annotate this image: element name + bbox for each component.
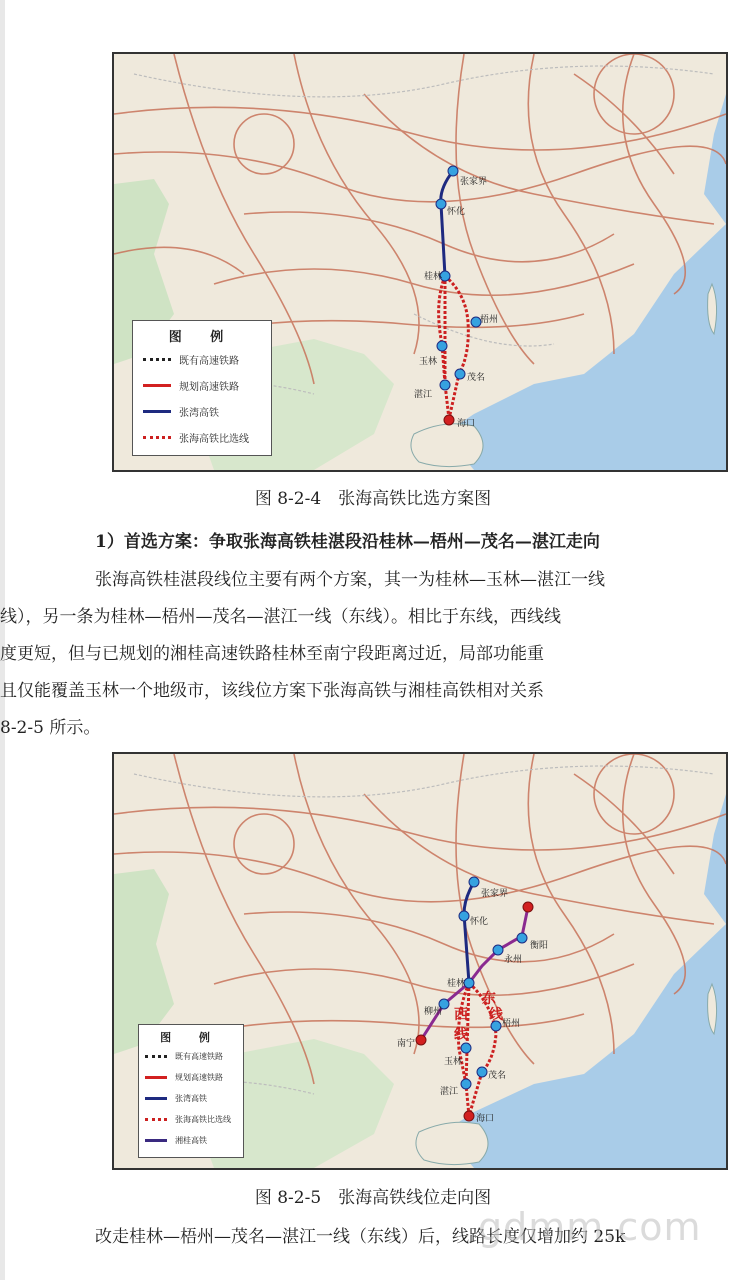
map-figure-2 bbox=[112, 752, 728, 1170]
map-figure-1 bbox=[112, 52, 728, 472]
map2-city-guilin: 桂林 bbox=[447, 979, 466, 989]
map2-legend-title: 图 例 bbox=[160, 1031, 222, 1044]
map2-legend-item-alternative bbox=[145, 1114, 243, 1125]
figure-2-caption: 图 8-2-5 张海高铁线位走向图 bbox=[254, 1188, 492, 1208]
legend-swatch-xianggui bbox=[145, 1139, 167, 1142]
paragraph-line: 张海高铁桂湛段线位主要有两个方案，其一为桂林—玉林—湛江一线 bbox=[95, 570, 605, 590]
section-heading: 1）首选方案：争取张海高铁桂湛段沿桂林—梧州—茂名—湛江走向 bbox=[95, 532, 600, 552]
legend-label: 张海高铁比选线 bbox=[179, 434, 249, 445]
map1-city-yulin: 玉林 bbox=[419, 357, 438, 367]
map2-city-haikou: 海口 bbox=[476, 1114, 495, 1124]
map1-city-wuzhou: 梧州 bbox=[480, 315, 499, 325]
legend-swatch-zhanghai bbox=[145, 1097, 167, 1100]
legend-swatch-alternative bbox=[145, 1118, 167, 1121]
map2-city-huaihua: 怀化 bbox=[470, 917, 489, 927]
map1-city-guilin: 桂林 bbox=[424, 272, 443, 282]
legend-label: 规划高速铁路 bbox=[179, 382, 239, 393]
body-paragraph bbox=[0, 562, 746, 747]
legend-swatch-alternative bbox=[143, 436, 171, 439]
map2-city-liuzhou: 柳州 bbox=[424, 1007, 443, 1017]
paragraph-line: 8-2-5 所示。 bbox=[0, 718, 101, 738]
map2-route-label-west-1: 西 bbox=[454, 1007, 468, 1023]
legend-label: 既有高速铁路 bbox=[179, 356, 239, 367]
map1-legend-item-alternative bbox=[143, 430, 271, 445]
legend-swatch-zhanghai bbox=[143, 410, 171, 413]
map1-legend-title: 图 例 bbox=[168, 330, 236, 345]
map2-legend-item-zhanghai bbox=[145, 1093, 243, 1104]
map2-city-yongzhou: 永州 bbox=[504, 955, 523, 965]
map1-city-haikou: 海口 bbox=[457, 419, 476, 429]
map1-city-zhangjiajie: 张家界 bbox=[460, 177, 488, 187]
map2-city-zhanjiang: 湛江 bbox=[440, 1087, 459, 1097]
map2-legend-item-existing bbox=[145, 1051, 243, 1062]
legend-label: 张湾高铁 bbox=[175, 1094, 207, 1103]
legend-swatch-existing bbox=[143, 358, 171, 361]
map2-route-label-east-2: 线 bbox=[489, 1007, 503, 1023]
legend-swatch-planned bbox=[143, 384, 171, 387]
map1-city-huaihua: 怀化 bbox=[447, 207, 466, 217]
paragraph-line: 度更短，但与已规划的湘桂高速铁路桂林至南宁段距离过近，局部功能重 bbox=[0, 644, 544, 664]
map1-city-maoming: 茂名 bbox=[467, 373, 486, 383]
map2-legend-item-planned bbox=[145, 1072, 243, 1083]
map2-city-hengyang: 衡阳 bbox=[530, 941, 549, 951]
map2-legend bbox=[138, 1024, 244, 1158]
paragraph-line: 线），另一条为桂林—梧州—茂名—湛江一线（东线）。相比于东线，西线线 bbox=[0, 607, 561, 627]
map1-legend-item-planned bbox=[143, 378, 271, 393]
legend-swatch-planned bbox=[145, 1076, 167, 1079]
figure-1-caption: 图 8-2-4 张海高铁比选方案图 bbox=[254, 489, 492, 509]
legend-label: 规划高速铁路 bbox=[175, 1073, 223, 1082]
map1-legend bbox=[132, 320, 272, 456]
legend-swatch-existing bbox=[145, 1055, 167, 1058]
map1-city-zhanjiang: 湛江 bbox=[414, 390, 433, 400]
paragraph-line: 且仅能覆盖玉林一个地级市，该线位方案下张海高铁与湘桂高铁相对关系 bbox=[0, 681, 544, 701]
map2-city-yulin: 玉林 bbox=[444, 1057, 463, 1067]
legend-label: 张湾高铁 bbox=[179, 408, 219, 419]
legend-label: 既有高速铁路 bbox=[175, 1052, 223, 1061]
legend-label: 张海高铁比选线 bbox=[175, 1115, 231, 1124]
map2-city-nanning: 南宁 bbox=[397, 1039, 416, 1049]
map2-city-wuzhou: 梧州 bbox=[502, 1019, 521, 1029]
map2-city-zhangjiajie: 张家界 bbox=[481, 889, 509, 899]
map2-route-label-west-2: 线 bbox=[454, 1027, 468, 1043]
watermark: gdmm.com bbox=[478, 1205, 702, 1249]
map1-legend-item-existing bbox=[143, 352, 271, 367]
trailing-text-line: 改走桂林—梧州—茂名—湛江一线（东线）后，线路长度仅增加约 25k bbox=[95, 1227, 626, 1247]
legend-label: 湘桂高铁 bbox=[175, 1136, 207, 1145]
map2-legend-item-xianggui bbox=[145, 1135, 243, 1146]
map2-city-maoming: 茂名 bbox=[488, 1071, 507, 1081]
map2-route-label-east-1: 东 bbox=[482, 991, 496, 1007]
map1-legend-item-zhanghai bbox=[143, 404, 271, 419]
